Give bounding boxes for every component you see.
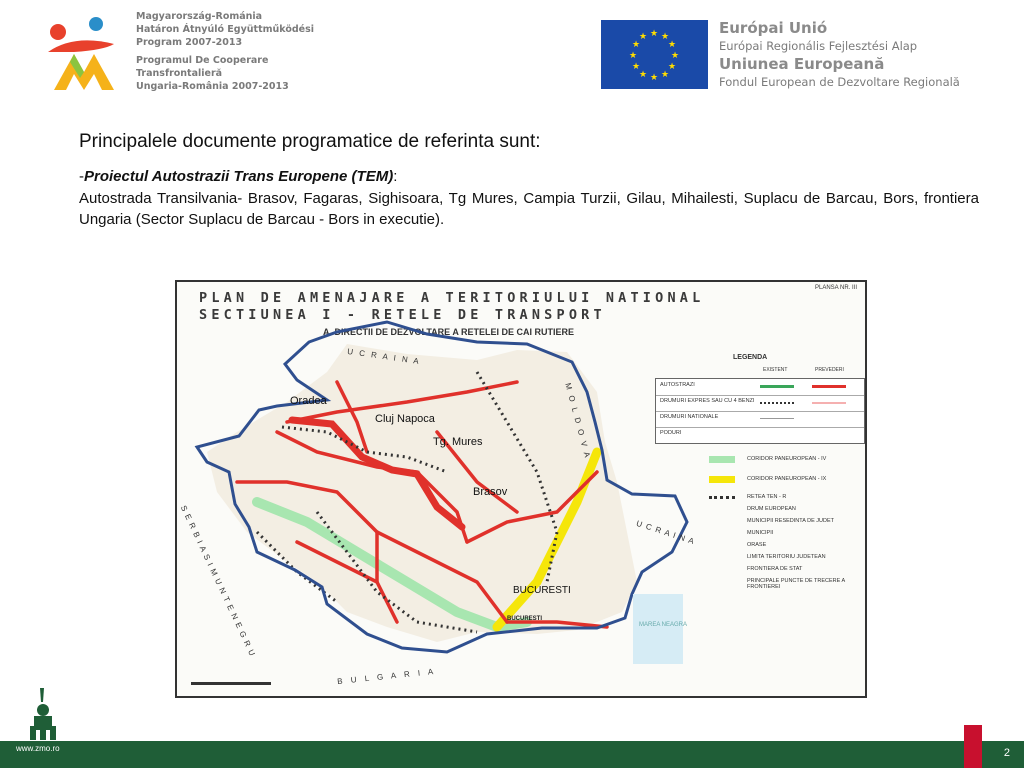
colon: : [393, 168, 398, 185]
footer-bar [0, 741, 1024, 768]
svg-text:★: ★ [660, 32, 670, 42]
program-line: Határon Átnyúló Együttműködési [136, 24, 315, 35]
svg-text:★: ★ [638, 70, 648, 80]
neighbor-label: S E R B I A S I M U N T E N E G R U [178, 504, 258, 659]
neighbor-label: M O L D O V A [563, 382, 593, 461]
city-label-tgmures: Tg. Mures [433, 436, 483, 448]
legend-item: MUNICIPII RESEDINTA DE JUDET [747, 518, 834, 524]
map-city-label: BUCURESTI [507, 616, 543, 622]
neighbor-label: B U L G A R I A [336, 666, 437, 687]
eu-fund-text [719, 18, 1019, 90]
svg-text:★: ★ [631, 62, 641, 72]
page-heading: Principalele documente programatice de referinta sunt: [79, 131, 541, 152]
city-label-brasov: Brasov [473, 486, 508, 498]
svg-text:★: ★ [649, 29, 659, 39]
legend-row [656, 395, 864, 412]
svg-text:★: ★ [631, 40, 641, 50]
legend-row [656, 379, 864, 396]
map-section-title: A. DIRECTII DE DEZVOLTARE A RETELEI DE CAI RUTIERE [323, 327, 575, 337]
map-subtitle: SECTIUNEA I - RETELE DE TRANSPORT [199, 307, 606, 323]
legend-table [655, 378, 865, 444]
program-line: Magyarország-Románia [136, 11, 263, 22]
program-name [136, 10, 336, 93]
eu-title-ro: Uniunea Europeană [719, 55, 885, 73]
map-plate-number: PLANSA NR. III [814, 285, 857, 291]
page-number: 2 [1003, 747, 1010, 759]
legend-row-label: AUTOSTRAZI [660, 382, 695, 388]
legend-row-label: DRUMURI EXPRES SAU CU 4 BENZI [660, 398, 755, 404]
project-description: Autostrada Transilvania- Brasov, Fagaras, Sighisoara, Tg Mures, Campia Turzii, Gilau, Mihailesti, Suplacu de Barcau, Bors, frontiera Ungaria (Sector Suplacu de Barcau - Bors in executie). [79, 190, 979, 228]
legend-row-label: PODURI [660, 430, 682, 436]
map-title: PLAN DE AMENAJARE A TERITORIULUI NATIONAL [199, 290, 705, 306]
neighbor-label: U C R A I N A [346, 346, 422, 367]
red-accent-tab [964, 725, 982, 768]
program-logo [44, 14, 130, 94]
svg-text:★: ★ [638, 32, 648, 42]
legend-item: PRINCIPALE PUNCTE DE TRECERE A FRONTIEREI [747, 578, 845, 590]
legend-item: RETEA TEN - R [747, 494, 787, 500]
legend-col-prevederi: PREVEDERI [815, 367, 844, 373]
legend-item: MUNICIPII [747, 530, 774, 536]
city-crest-icon [28, 686, 58, 742]
legend-item: FRONTIERA DE STAT [747, 566, 803, 572]
svg-text:★: ★ [670, 51, 680, 61]
sea-label: MAREA NEAGRA [639, 622, 688, 628]
svg-text:★: ★ [660, 70, 670, 80]
map-drawing [177, 282, 865, 696]
program-line: Transfrontalieră [136, 68, 223, 79]
eu-fund-ro: Fondul European de Dezvoltare Regională [719, 75, 960, 89]
svg-text:★: ★ [649, 73, 659, 83]
legend-item: ORASE [747, 542, 767, 548]
svg-text:★: ★ [628, 51, 638, 61]
project-title: Proiectul Autostrazii Trans Europene (TEM) [84, 168, 394, 185]
legend-col-existent: EXISTENT [763, 367, 788, 373]
city-label-bucuresti: BUCURESTI [513, 585, 571, 596]
svg-text:★: ★ [667, 62, 677, 72]
program-line: Ungaria-România 2007-2013 [136, 81, 289, 92]
svg-text:★: ★ [667, 40, 677, 50]
legend-item: CORIDOR PANEUROPEAN - IV [747, 456, 827, 462]
eu-flag-icon [601, 20, 708, 89]
neighbor-label: U C R A I N A [635, 518, 696, 547]
footer-url[interactable]: www.zmo.ro [16, 744, 60, 753]
legend-item: DRUM EUROPEAN [747, 506, 796, 512]
legend-item: LIMITA TERITORIU JUDETEAN [747, 554, 826, 560]
eu-fund-hu: Európai Regionális Fejlesztési Alap [719, 39, 918, 53]
transport-map [175, 280, 867, 698]
city-label-oradea: Oradea [290, 395, 327, 407]
project-subheading [79, 168, 397, 185]
legend-row [656, 427, 864, 443]
eu-title-hu: Európai Unió [719, 19, 828, 37]
program-line: Program 2007-2013 [136, 37, 243, 48]
program-line: Programul De Cooperare [136, 55, 269, 66]
legend-item: CORIDOR PANEUROPEAN - IX [747, 476, 827, 482]
legend-row [656, 411, 864, 428]
dash: - [79, 168, 84, 185]
city-label-cluj: Cluj Napoca [375, 413, 435, 425]
legend-title: LEGENDA [733, 354, 768, 361]
legend-row-label: DRUMURI NATIONALE [660, 414, 719, 420]
